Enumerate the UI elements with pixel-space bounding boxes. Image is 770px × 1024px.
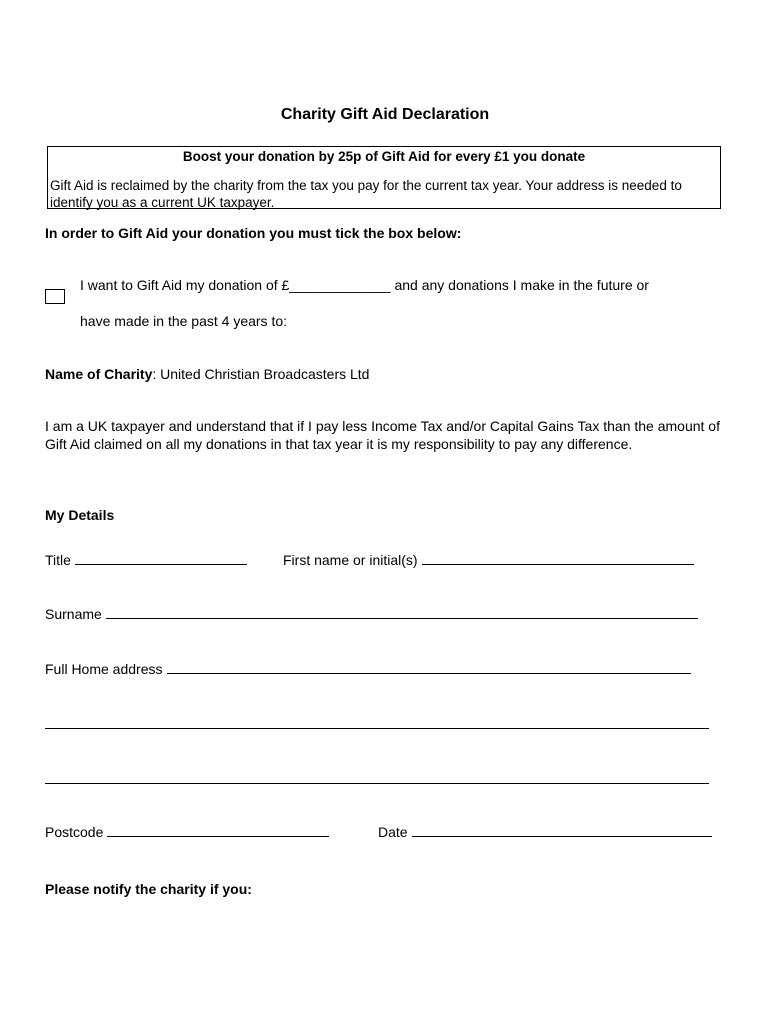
address-field-line1[interactable]: [167, 660, 691, 674]
gift-aid-info-box: [47, 146, 721, 209]
date-field-row: [378, 823, 712, 840]
gift-aid-checkbox[interactable]: [45, 289, 65, 304]
boost-heading: Boost your donation by 25p of Gift Aid for every £1 you donate: [182, 149, 586, 164]
notify-heading: Please notify the charity if you:: [45, 881, 252, 897]
postcode-field[interactable]: [107, 823, 329, 837]
address-label: Full Home address: [45, 661, 163, 677]
my-details-heading: My Details: [45, 507, 115, 523]
title-field-row: [45, 551, 247, 568]
surname-field[interactable]: [106, 605, 698, 619]
surname-field-row: [45, 605, 698, 622]
first-name-label: First name or initial(s): [283, 552, 418, 568]
date-field[interactable]: [412, 823, 712, 837]
address-field-line2[interactable]: [45, 728, 709, 729]
first-name-field[interactable]: [422, 551, 694, 565]
boost-body: Gift Aid is reclaimed by the charity from the tax you pay for the current tax year. Your address is needed to identify you as a current UK taxpayer.: [50, 178, 682, 210]
charity-name-value: : United Christian Broadcasters Ltd: [152, 366, 370, 382]
taxpayer-statement: I am a UK taxpayer and understand that if I pay less Income Tax and/or Capital Gains Tax than the amount of Gift Aid claimed on all my donations in that tax year it is my responsibility to pay any difference.: [45, 418, 720, 452]
postcode-field-row: [45, 823, 329, 840]
address-field-line3[interactable]: [45, 783, 709, 784]
charity-name-row: [45, 366, 369, 382]
checkbox-label-line1: I want to Gift Aid my donation of £_____________ and any donations I make in the future or: [80, 277, 649, 293]
tick-instruction: In order to Gift Aid your donation you must tick the box below:: [45, 225, 462, 241]
charity-name-label: Name of Charity: [45, 366, 153, 382]
date-label: Date: [378, 824, 408, 840]
postcode-label: Postcode: [45, 824, 104, 840]
checkbox-label-line2: have made in the past 4 years to:: [80, 313, 288, 329]
page-title: Charity Gift Aid Declaration: [280, 106, 490, 123]
title-label: Title: [45, 552, 71, 568]
address-field-row: [45, 660, 691, 677]
title-field[interactable]: [75, 551, 247, 565]
first-name-field-row: [283, 551, 694, 568]
surname-label: Surname: [45, 606, 102, 622]
